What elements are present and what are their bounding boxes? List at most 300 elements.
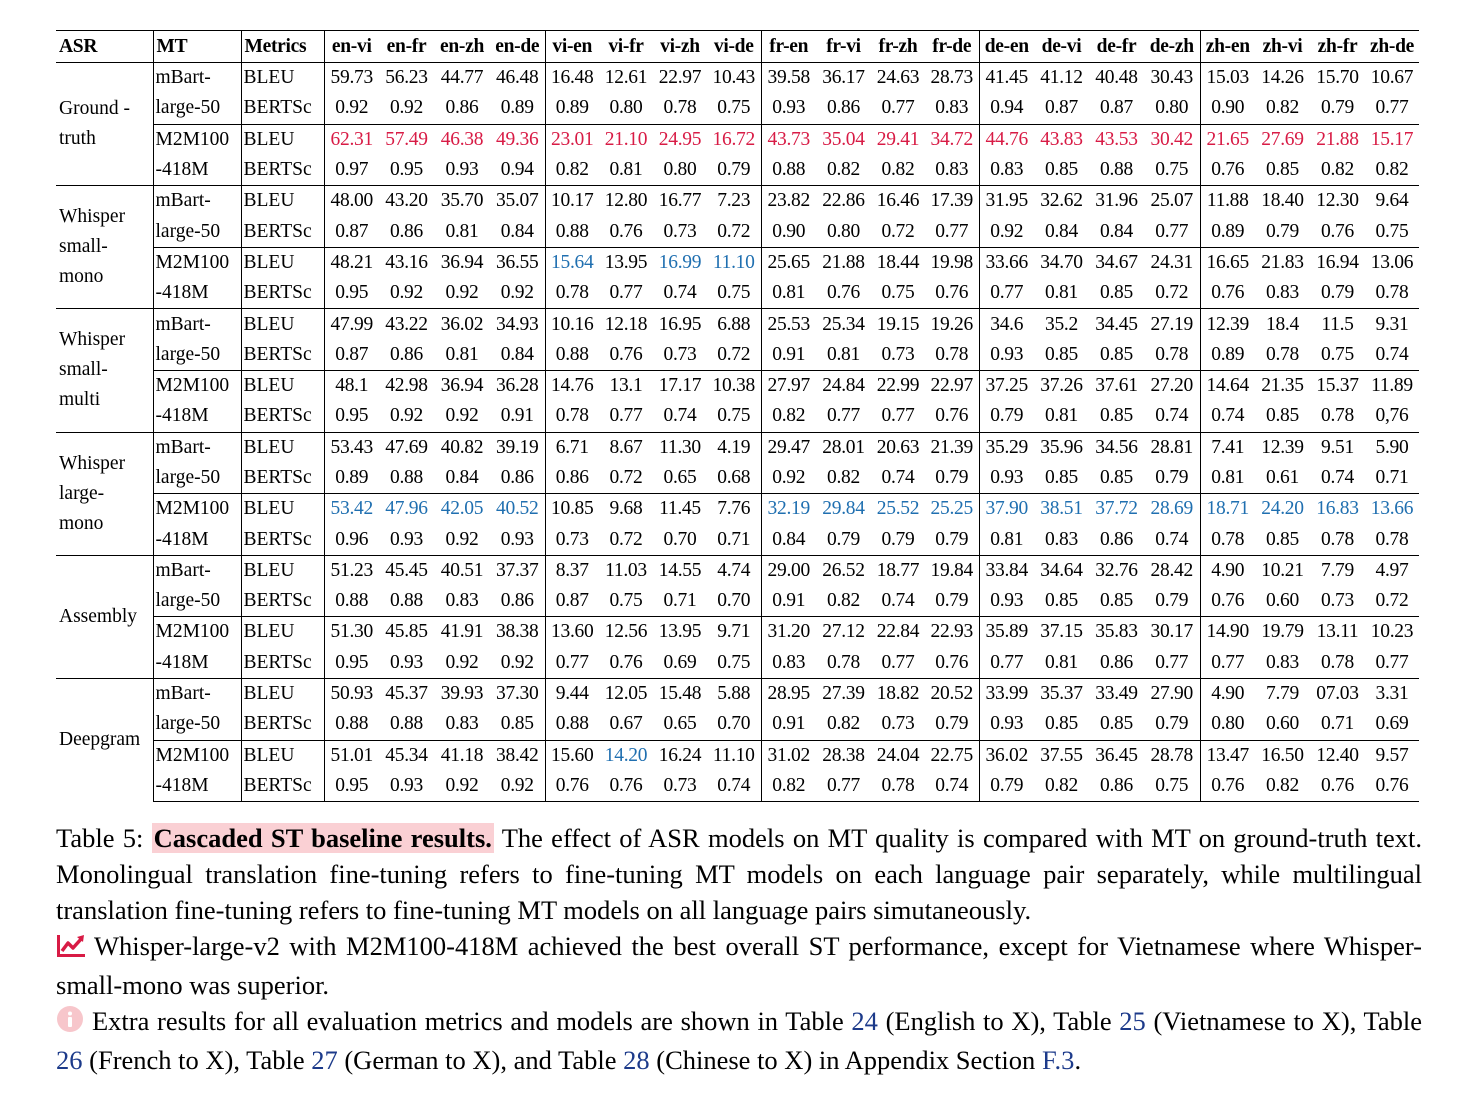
score-cell: 0.92	[445, 405, 479, 427]
score-cell: 32.19	[761, 494, 816, 525]
score-cell: 0.82	[1034, 771, 1089, 802]
score-cell: 12.39	[1255, 432, 1310, 463]
score-cell: 45.45	[379, 555, 434, 586]
score-cell: 21.83	[1255, 247, 1310, 278]
table-ref-link[interactable]: 28	[623, 1045, 650, 1075]
score-cell: 0.85	[1045, 713, 1078, 735]
score-cell: 0.89	[324, 463, 379, 494]
score-cell: 0.85	[1100, 405, 1133, 427]
score-cell: 23.01	[545, 124, 599, 155]
score-cell: 0.93	[979, 463, 1034, 494]
score-cell: 0.86	[545, 463, 599, 494]
score-cell: 0.85	[500, 713, 534, 735]
score-cell: 18.71	[1200, 494, 1255, 525]
score-cell: 0.75	[1155, 159, 1189, 181]
score-cell: 0.78	[1155, 343, 1189, 365]
score-cell: 34.93	[490, 309, 545, 340]
score-cell: 0.93	[390, 528, 423, 550]
score-cell: 35.37	[1034, 678, 1089, 709]
metric-cell: BLEU	[241, 678, 324, 709]
score-cell: 0.86	[390, 343, 423, 365]
score-cell: 0.78	[827, 651, 860, 673]
score-cell: 0.76	[545, 771, 599, 802]
score-cell: 0.77	[609, 405, 643, 427]
score-cell: 0.69	[1375, 713, 1409, 735]
score-cell: 19.15	[871, 309, 925, 340]
results-table-container	[56, 30, 1418, 802]
score-cell: 0.77	[827, 405, 860, 427]
score-cell: 0.71	[663, 590, 697, 612]
score-cell: 41.18	[434, 740, 490, 771]
score-cell: 0.91	[761, 586, 816, 617]
score-cell: 47.69	[379, 432, 434, 463]
score-cell: 0,76	[1375, 405, 1409, 427]
score-cell: 0.93	[761, 93, 816, 124]
score-cell: 0.88	[545, 340, 599, 371]
score-cell: 0.69	[663, 651, 697, 673]
score-cell: 0.76	[827, 282, 860, 304]
score-cell: 0.87	[324, 216, 379, 247]
note-text-6: .	[1074, 1045, 1082, 1075]
score-cell: 11.88	[1200, 186, 1255, 217]
score-cell: 0.81	[1045, 282, 1078, 304]
score-cell: 0.88	[545, 216, 599, 247]
score-cell: 0.76	[935, 282, 969, 304]
table-ref-link[interactable]: 26	[56, 1045, 83, 1075]
score-cell: 0.72	[609, 528, 643, 550]
score-cell: 22.84	[871, 617, 925, 648]
score-cell: 36.02	[979, 740, 1034, 771]
score-cell: 62.31	[324, 124, 379, 155]
metric-cell: BERTSc	[241, 401, 324, 432]
header-pair-en-de: en-de	[490, 31, 545, 63]
header-pair-fr-vi: fr-vi	[816, 31, 871, 63]
table-row	[56, 93, 1419, 124]
header-pair-vi-en: vi-en	[545, 31, 599, 63]
score-cell: 0.72	[1155, 282, 1189, 304]
score-cell: 35.70	[434, 186, 490, 217]
score-cell: 22.86	[816, 186, 871, 217]
table-row	[56, 401, 1419, 432]
score-cell: 45.37	[379, 678, 434, 709]
score-cell: 9.71	[707, 617, 761, 648]
asr-cell: Ground -truth	[56, 63, 153, 186]
score-cell: 28.81	[1144, 432, 1200, 463]
score-cell: 30.43	[1144, 63, 1200, 94]
score-cell: 0.65	[663, 467, 697, 488]
header-pair-en-zh: en-zh	[434, 31, 490, 63]
score-cell: 0.75	[1321, 343, 1354, 365]
table-row	[56, 771, 1419, 802]
score-cell: 15.37	[1310, 370, 1365, 401]
score-cell: 17.17	[653, 370, 707, 401]
score-cell: 0.75	[717, 282, 751, 304]
score-cell: 0.77	[1375, 97, 1409, 119]
score-cell: 0.93	[979, 340, 1034, 371]
score-cell: 0.76	[1310, 771, 1365, 802]
score-cell: 51.01	[324, 740, 379, 771]
score-cell: 0.73	[663, 343, 697, 365]
score-cell: 27.19	[1144, 309, 1200, 340]
table-row	[56, 494, 1419, 525]
score-cell: 0.86	[1100, 528, 1133, 550]
score-cell: 0.75	[609, 590, 643, 612]
score-cell: 0.79	[881, 528, 915, 550]
score-cell: 16.65	[1200, 247, 1255, 278]
score-cell: 23.82	[761, 186, 816, 217]
score-cell: 40.48	[1089, 63, 1144, 94]
score-cell: 0.87	[1100, 97, 1133, 119]
metric-cell: BLEU	[241, 309, 324, 340]
score-cell: 11.30	[653, 432, 707, 463]
score-cell: 0.85	[1045, 343, 1078, 365]
score-cell: 11.45	[653, 494, 707, 525]
score-cell: 35.04	[816, 124, 871, 155]
score-cell: 16.83	[1310, 494, 1365, 525]
mt-cell: large-50	[153, 709, 241, 740]
score-cell: 0.75	[717, 97, 751, 119]
score-cell: 20.63	[871, 432, 925, 463]
score-cell: 0.93	[979, 709, 1034, 740]
score-cell: 0.79	[935, 528, 969, 550]
score-cell: 0.78	[1321, 528, 1354, 550]
score-cell: 8.37	[545, 555, 599, 586]
score-cell: 0.75	[881, 282, 915, 304]
table-row	[56, 63, 1419, 94]
score-cell: 0.74	[1375, 343, 1409, 365]
score-cell: 34.64	[1034, 555, 1089, 586]
score-cell: 10.85	[545, 494, 599, 525]
score-cell: 33.66	[979, 247, 1034, 278]
score-cell: 0.89	[500, 97, 534, 119]
score-cell: 19.79	[1255, 617, 1310, 648]
score-cell: 0.89	[1200, 340, 1255, 371]
mt-cell: mBart-	[153, 309, 241, 340]
mt-cell: M2M100	[153, 494, 241, 525]
score-cell: 33.49	[1089, 678, 1144, 709]
score-cell: 4.90	[1200, 555, 1255, 586]
score-cell: 0.73	[881, 713, 915, 735]
score-cell: 0.77	[609, 282, 643, 304]
score-cell: 0.82	[827, 467, 860, 488]
mt-cell: large-50	[153, 463, 241, 494]
score-cell: 37.61	[1089, 370, 1144, 401]
score-cell: 39.19	[490, 432, 545, 463]
header-pair-fr-en: fr-en	[761, 31, 816, 63]
header-pair-zh-fr: zh-fr	[1310, 31, 1365, 63]
score-cell: 51.23	[324, 555, 379, 586]
mt-cell: -418M	[153, 155, 241, 186]
score-cell: 28.42	[1144, 555, 1200, 586]
score-cell: 17.39	[925, 186, 979, 217]
score-cell: 0.84	[761, 524, 816, 555]
score-cell: 40.82	[434, 432, 490, 463]
score-cell: 18.44	[871, 247, 925, 278]
score-cell: 47.99	[324, 309, 379, 340]
metric-cell: BLEU	[241, 186, 324, 217]
score-cell: 18.40	[1255, 186, 1310, 217]
score-cell: 36.94	[434, 247, 490, 278]
score-cell: 0.93	[390, 651, 423, 673]
asr-cell: Assembly	[56, 555, 153, 678]
table-ref-link[interactable]: 24	[851, 1006, 878, 1036]
score-cell: 0.92	[490, 771, 545, 802]
score-cell: 18.4	[1255, 309, 1310, 340]
score-cell: 31.96	[1089, 186, 1144, 217]
score-cell: 0.74	[881, 590, 915, 612]
score-cell: 0.76	[1200, 155, 1255, 186]
score-cell: 0.79	[935, 713, 969, 735]
metric-cell: BLEU	[241, 370, 324, 401]
metric-cell: BLEU	[241, 494, 324, 525]
score-cell: 27.39	[816, 678, 871, 709]
score-cell: 0.77	[881, 97, 915, 119]
score-cell: 13.1	[599, 370, 653, 401]
score-cell: 0.82	[761, 771, 816, 802]
score-cell: 0.82	[827, 590, 860, 612]
score-cell: 10.38	[707, 370, 761, 401]
score-cell: 43.53	[1089, 124, 1144, 155]
score-cell: 10.21	[1255, 555, 1310, 586]
table-row	[56, 370, 1419, 401]
score-cell: 0.72	[609, 467, 643, 488]
score-cell: 28.95	[761, 678, 816, 709]
score-cell: 0.79	[935, 590, 969, 612]
table-ref-link[interactable]: 27	[311, 1045, 338, 1075]
score-cell: 14.64	[1200, 370, 1255, 401]
score-cell: 15.03	[1200, 63, 1255, 94]
score-cell: 0.76	[609, 651, 643, 673]
metric-cell: BERTSc	[241, 586, 324, 617]
score-cell: 0.76	[1200, 586, 1255, 617]
chart-trend-icon	[56, 931, 86, 967]
score-cell: 0.85	[1266, 528, 1299, 550]
score-cell: 38.38	[490, 617, 545, 648]
metric-cell: BLEU	[241, 555, 324, 586]
table-row	[56, 432, 1419, 463]
metric-cell: BERTSc	[241, 340, 324, 371]
score-cell: 0.86	[827, 97, 860, 119]
score-cell: 0.68	[717, 467, 751, 488]
score-cell: 0.92	[434, 771, 490, 802]
score-cell: 12.05	[599, 678, 653, 709]
score-cell: 0.75	[717, 651, 751, 673]
score-cell: 0.84	[1100, 220, 1133, 242]
score-cell: 0.83	[935, 97, 969, 119]
score-cell: 45.85	[379, 617, 434, 648]
score-cell: 0.86	[500, 467, 534, 488]
score-cell: 7.76	[707, 494, 761, 525]
score-cell: 11.5	[1310, 309, 1365, 340]
score-cell: 31.95	[979, 186, 1034, 217]
score-cell: 48.00	[324, 186, 379, 217]
score-cell: 0.85	[1045, 159, 1078, 181]
score-cell: 24.31	[1144, 247, 1200, 278]
caption-main	[56, 820, 1422, 928]
score-cell: 0.77	[1155, 220, 1189, 242]
score-cell: 12.30	[1310, 186, 1365, 217]
score-cell: 13.95	[653, 617, 707, 648]
score-cell: 25.34	[816, 309, 871, 340]
score-cell: 0.85	[1100, 467, 1133, 488]
mt-cell: M2M100	[153, 247, 241, 278]
score-cell: 15.70	[1310, 63, 1365, 94]
score-cell: 13.66	[1365, 494, 1419, 525]
score-cell: 38.51	[1034, 494, 1089, 525]
metric-cell: BERTSc	[241, 709, 324, 740]
score-cell: 0.92	[500, 651, 534, 673]
score-cell: 22.99	[871, 370, 925, 401]
score-cell: 0.67	[609, 713, 643, 735]
score-cell: 6.71	[545, 432, 599, 463]
score-cell: 0.80	[1155, 97, 1189, 119]
score-cell: 0.78	[1375, 282, 1409, 304]
score-cell: 22.93	[925, 617, 979, 648]
score-cell: 0.88	[390, 590, 423, 612]
score-cell: 9.64	[1365, 186, 1419, 217]
score-cell: 25.65	[761, 247, 816, 278]
table-row	[56, 216, 1419, 247]
score-cell: 48.1	[324, 370, 379, 401]
table-row	[56, 709, 1419, 740]
score-cell: 07.03	[1310, 678, 1365, 709]
score-cell: 0.73	[545, 524, 599, 555]
mt-cell: mBart-	[153, 63, 241, 94]
score-cell: 0.82	[1321, 159, 1354, 181]
score-cell: 25.25	[925, 494, 979, 525]
metric-cell: BLEU	[241, 63, 324, 94]
score-cell: 16.94	[1310, 247, 1365, 278]
score-cell: 0.82	[881, 159, 915, 181]
score-cell: 40.51	[434, 555, 490, 586]
asr-cell: Whisper small- multi	[56, 309, 153, 432]
score-cell: 16.99	[653, 247, 707, 278]
score-cell: 0.77	[1200, 648, 1255, 679]
score-cell: 24.95	[653, 124, 707, 155]
score-cell: 0.74	[881, 467, 915, 488]
score-cell: 11.89	[1365, 370, 1419, 401]
caption-label: Table 5:	[56, 823, 144, 853]
score-cell: 0.65	[663, 713, 697, 735]
table-row	[56, 309, 1419, 340]
table-row	[56, 278, 1419, 309]
header-pair-de-vi: de-vi	[1034, 31, 1089, 63]
score-cell: 51.30	[324, 617, 379, 648]
score-cell: 0.83	[979, 155, 1034, 186]
table-row	[56, 617, 1419, 648]
header-mt: MT	[153, 31, 241, 63]
score-cell: 28.38	[816, 740, 871, 771]
score-cell: 0.77	[935, 220, 969, 242]
score-cell: 0.79	[827, 528, 860, 550]
score-cell: 35.29	[979, 432, 1034, 463]
score-cell: 24.20	[1255, 494, 1310, 525]
score-cell: 37.37	[490, 555, 545, 586]
score-cell: 35.07	[490, 186, 545, 217]
score-cell: 30.17	[1144, 617, 1200, 648]
metric-cell: BERTSc	[241, 648, 324, 679]
score-cell: 0.92	[324, 93, 379, 124]
score-cell: 34.72	[925, 124, 979, 155]
score-cell: 19.98	[925, 247, 979, 278]
score-cell: 0.85	[1045, 590, 1078, 612]
score-cell: 0.78	[1321, 405, 1354, 427]
score-cell: 0.83	[445, 713, 479, 735]
score-cell: 0.77	[881, 405, 915, 427]
table-row	[56, 740, 1419, 771]
score-cell: 0.79	[979, 401, 1034, 432]
score-cell: 0.96	[324, 524, 379, 555]
score-cell: 37.55	[1034, 740, 1089, 771]
score-cell: 43.22	[379, 309, 434, 340]
score-cell: 12.18	[599, 309, 653, 340]
score-cell: 16.48	[545, 63, 599, 94]
score-cell: 27.20	[1144, 370, 1200, 401]
score-cell: 10.17	[545, 186, 599, 217]
score-cell: 12.39	[1200, 309, 1255, 340]
score-cell: 0.81	[979, 524, 1034, 555]
score-cell: 16.50	[1255, 740, 1310, 771]
score-cell: 47.96	[379, 494, 434, 525]
score-cell: 0.93	[379, 771, 434, 802]
score-cell: 5.88	[707, 678, 761, 709]
score-cell: 13.60	[545, 617, 599, 648]
asr-cell: Whisper small- mono	[56, 186, 153, 309]
score-cell: 44.76	[979, 124, 1034, 155]
score-cell: 32.76	[1089, 555, 1144, 586]
score-cell: 0.76	[935, 405, 969, 427]
score-cell: 0.88	[761, 155, 816, 186]
score-cell: 37.15	[1034, 617, 1089, 648]
note-text-1: (English to X), Table	[877, 1006, 1120, 1036]
score-cell: 24.84	[816, 370, 871, 401]
score-cell: 37.72	[1089, 494, 1144, 525]
mt-cell: -418M	[153, 401, 241, 432]
score-cell: 0.95	[324, 771, 379, 802]
score-cell: 0.61	[1266, 467, 1299, 488]
score-cell: 33.84	[979, 555, 1034, 586]
caption-text: The effect of ASR models on MT quality is compared with MT on ground-truth text. Monolingual translation fine-tuning refers to fine-tuning MT models on each language pair separately, while multilingual translation fine-tuning refers to fine-tuning MT models on all language pairs simutaneously.	[56, 823, 1423, 925]
table-ref-link[interactable]: 25	[1119, 1006, 1146, 1036]
score-cell: 35.83	[1089, 617, 1144, 648]
score-cell: 0.77	[979, 648, 1034, 679]
score-cell: 16.95	[653, 309, 707, 340]
metric-cell: BERTSc	[241, 524, 324, 555]
score-cell: 0.81	[827, 343, 860, 365]
score-cell: 35.89	[979, 617, 1034, 648]
score-cell: 43.83	[1034, 124, 1089, 155]
score-cell: 0.70	[663, 528, 697, 550]
score-cell: 0.74	[707, 771, 761, 802]
header-pair-zh-en: zh-en	[1200, 31, 1255, 63]
header-pair-zh-vi: zh-vi	[1255, 31, 1310, 63]
score-cell: 0.91	[500, 405, 534, 427]
score-cell: 6.88	[707, 309, 761, 340]
score-cell: 9.57	[1365, 740, 1419, 771]
header-pair-de-en: de-en	[979, 31, 1034, 63]
score-cell: 4.97	[1365, 555, 1419, 586]
score-cell: 0.77	[979, 278, 1034, 309]
mt-cell: -418M	[153, 524, 241, 555]
score-cell: 34.45	[1089, 309, 1144, 340]
score-cell: 26.52	[816, 555, 871, 586]
appendix-ref-link[interactable]: F.3	[1041, 1045, 1075, 1075]
score-cell: 0.60	[1266, 713, 1299, 735]
score-cell: 46.38	[434, 124, 490, 155]
score-cell: 25.52	[871, 494, 925, 525]
score-cell: 29.47	[761, 432, 816, 463]
score-cell: 0.88	[324, 586, 379, 617]
